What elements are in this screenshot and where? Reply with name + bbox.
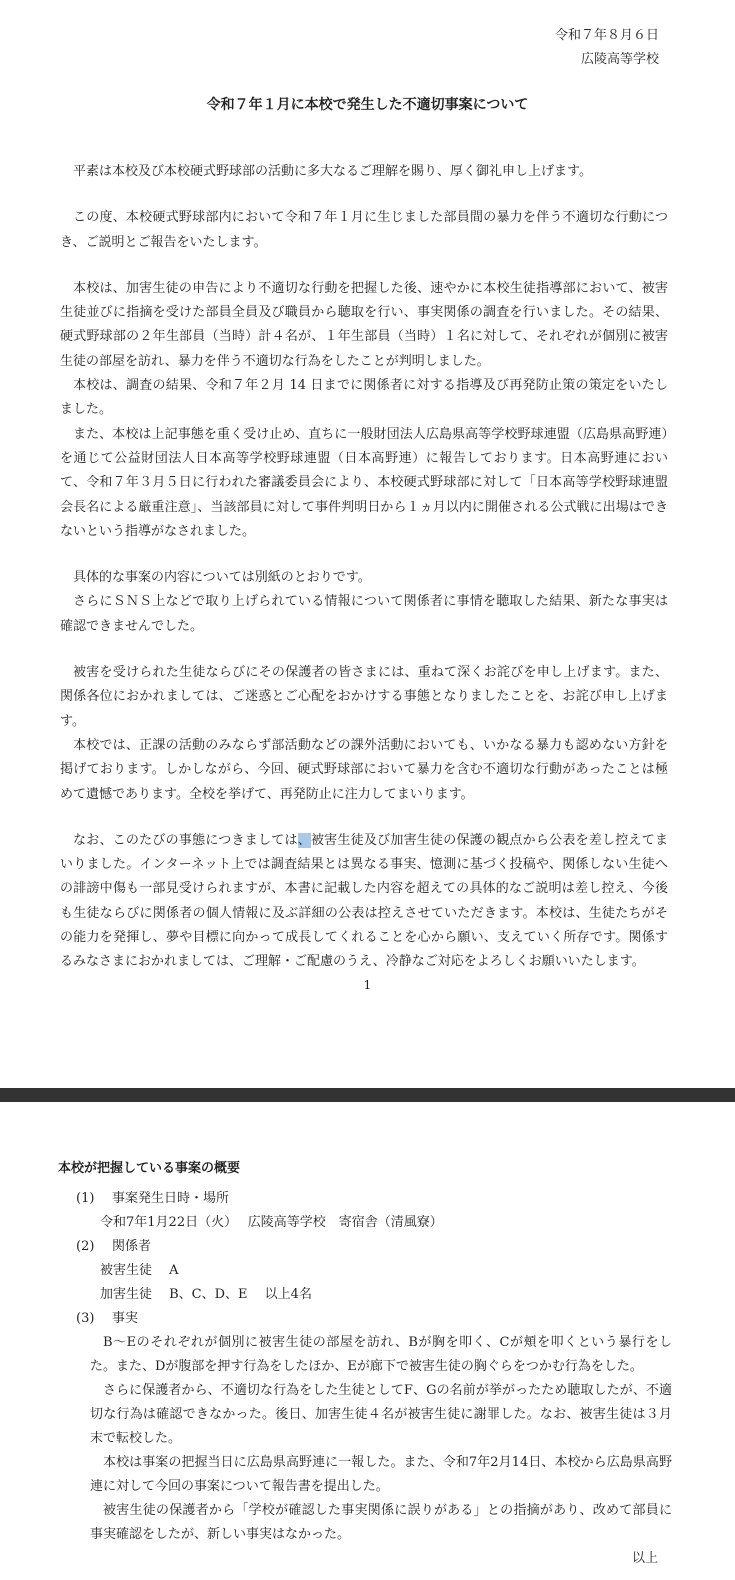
spacer: [60, 639, 668, 661]
section-3-heading: [60, 1307, 672, 1331]
spacer: [60, 807, 668, 829]
summary-heading: 本校が把握している事案の概要: [58, 1161, 241, 1176]
paragraph-greeting: 平素は本校及び本校硬式野球部の活動に多大なるご理解を賜り、厚く御礼申し上げます。: [73, 164, 592, 179]
section-2-title: 関係者: [112, 1239, 152, 1254]
paragraph-details-ref: 具体的な事案の内容については別紙のとおりです。: [73, 570, 371, 586]
paragraph-privacy: [60, 829, 668, 975]
date-block: [555, 24, 659, 72]
paragraph-sns: さらにＳＮＳ上などで取り上げられている情報について関係者に事情を聴取した結果、新たな事実は確認できませんでした。: [60, 594, 668, 634]
paragraph-report: また、本校は上記事態を重く受け止め、直ちに一般財団法人広島県高等学校野球連盟（広島県高野連）を通じて公益財団法人日本高等学校野球連盟（日本高野連）に報告しております。日本高野連において、令和７年３月５日に行われた審議委員会により、本校硬式野球部に対して「日本高等学校野球連盟会長名による厳重注意」、当該部員に対して事件判明日から１ヵ月以内に開催される公式戦に出場はできないという指導がなされました。: [60, 426, 668, 539]
body-text: [60, 160, 668, 975]
section-1-label: (1): [76, 1191, 95, 1206]
spacer: [60, 255, 668, 277]
spacer: [60, 544, 668, 566]
spacer: [60, 184, 668, 206]
page-number: 1: [363, 978, 372, 992]
closing-mark: 以上: [631, 1551, 658, 1566]
fact-paragraph-2: さらに保護者から、不適切な行為をした生徒としてF、Gの名前が挙がったため聴取したが、不適切な行為は確認できなかった。後日、加害生徒４名が被害生徒に謝罪した。なお、被害生徒は３月末で転校した。: [90, 1383, 672, 1446]
paragraph-investigation: 本校は、加害生徒の申告により不適切な行動を把握した後、速やかに本校生徒指導部において、被害生徒並びに指摘を受けた部員全員及び職員から聴取を行い、事実関係の調査を行いました。その結果、硬式野球部の２年生部員（当時）計４名が、１年生部員（当時）１名に対して、それぞれが個別に被害生徒の部屋を訪れ、暴力を伴う不適切な行為をしたことが判明しました。: [60, 280, 668, 369]
paragraph-policy: 本校では、正課の活動のみならず部活動などの課外活動においても、いかなる暴力も認めない方針を掲げております。しかしながら、今回、硬式野球部において暴力を含む不適切な行動があったことは極めて遺憾であります。全校を挙げて、再発防止に注力してまいります。: [60, 737, 668, 802]
fact-paragraph-4: 被害生徒の保護者から「学校が確認した事実関係に誤りがある」との指摘があり、改めて部員に事実確認をしたが、新しい事実はなかった。: [90, 1503, 672, 1542]
paragraph-apology: 被害を受けられた生徒ならびにその保護者の皆さまには、重ねて深くお詫びを申し上げます。また、関係各位におかれましては、ご迷惑とご心配をおかけする事態となりましたことを、お詫び申し上げます。: [60, 665, 668, 729]
summary-body: [60, 1171, 672, 1571]
school-name: 広陵高等学校: [580, 52, 659, 67]
text-selection-highlight: 、: [297, 832, 311, 848]
paragraph-guidance: 本校は、調査の結果、令和７年２月 14 日までに関係者に対する指導及び再発防止策の策定をいたしました。: [60, 378, 668, 418]
section-1-value: 令和7年1月22日（火） 広陵高等学校 寄宿舎（清風寮）: [100, 1215, 443, 1230]
paragraph-intro: この度、本校硬式野球部内において令和７年１月に生じました部員間の暴力を伴う不適切な行動につき、ご説明とご報告をいたします。: [60, 210, 668, 250]
section-2-label: (2): [76, 1239, 95, 1254]
section-3-label: (3): [76, 1311, 95, 1326]
victim-line: 被害生徒 A: [100, 1263, 179, 1278]
section-2-heading: [60, 1235, 672, 1259]
paragraph-privacy-part1: なお、このたびの事態につきましては: [73, 832, 298, 848]
issue-date: 令和７年８月６日: [554, 28, 659, 43]
fact-paragraph-1: B～Eのそれぞれが個別に被害生徒の部屋を訪れ、Bが胸を叩く、Cが頬を叩くという暴行をした。また、Dが腹部を押す行為をしたほか、Eが廊下で被害生徒の胸ぐらをつかむ行為をした。: [90, 1335, 672, 1374]
fact-paragraph-3: 本校は事案の把握当日に広島県高野連に一報した。また、令和7年2月14日、本校から広島県高野連に対して今回の事案について報告書を提出した。: [90, 1455, 672, 1494]
document-title: 令和７年１月に本校で発生した不適切事案について: [206, 97, 529, 113]
section-1-title: 事案発生日時・場所: [112, 1191, 230, 1206]
paragraph-privacy-part2: 被害生徒及び加害生徒の保護の観点から公表を差し控えてまいりました。インターネット上では調査結果とは異なる事実、憶測に基づく投稿や、関係しない生徒への誹謗中傷も一部見受けられますが、本書に記載した内容を超えての具体的なご説明は差し控え、今後も生徒ならびに関係者の個人情報に及ぶ詳細の公表は控えさせていただきます。本校は、生徒たちがその能力を発揮し、夢や目標に向かって成長してくれることを心から願い、支えていく所存です。関係するみなさまにおかれましては、ご理解・ご配慮のうえ、冷静なご対応をよろしくお願いいたします。: [60, 832, 668, 970]
page-divider: [0, 1088, 735, 1102]
perpetrator-line: 加害生徒 B、C、D、E 以上4名: [100, 1287, 312, 1302]
section-3-title: 事実: [112, 1311, 139, 1326]
section-1-heading: [60, 1187, 672, 1211]
